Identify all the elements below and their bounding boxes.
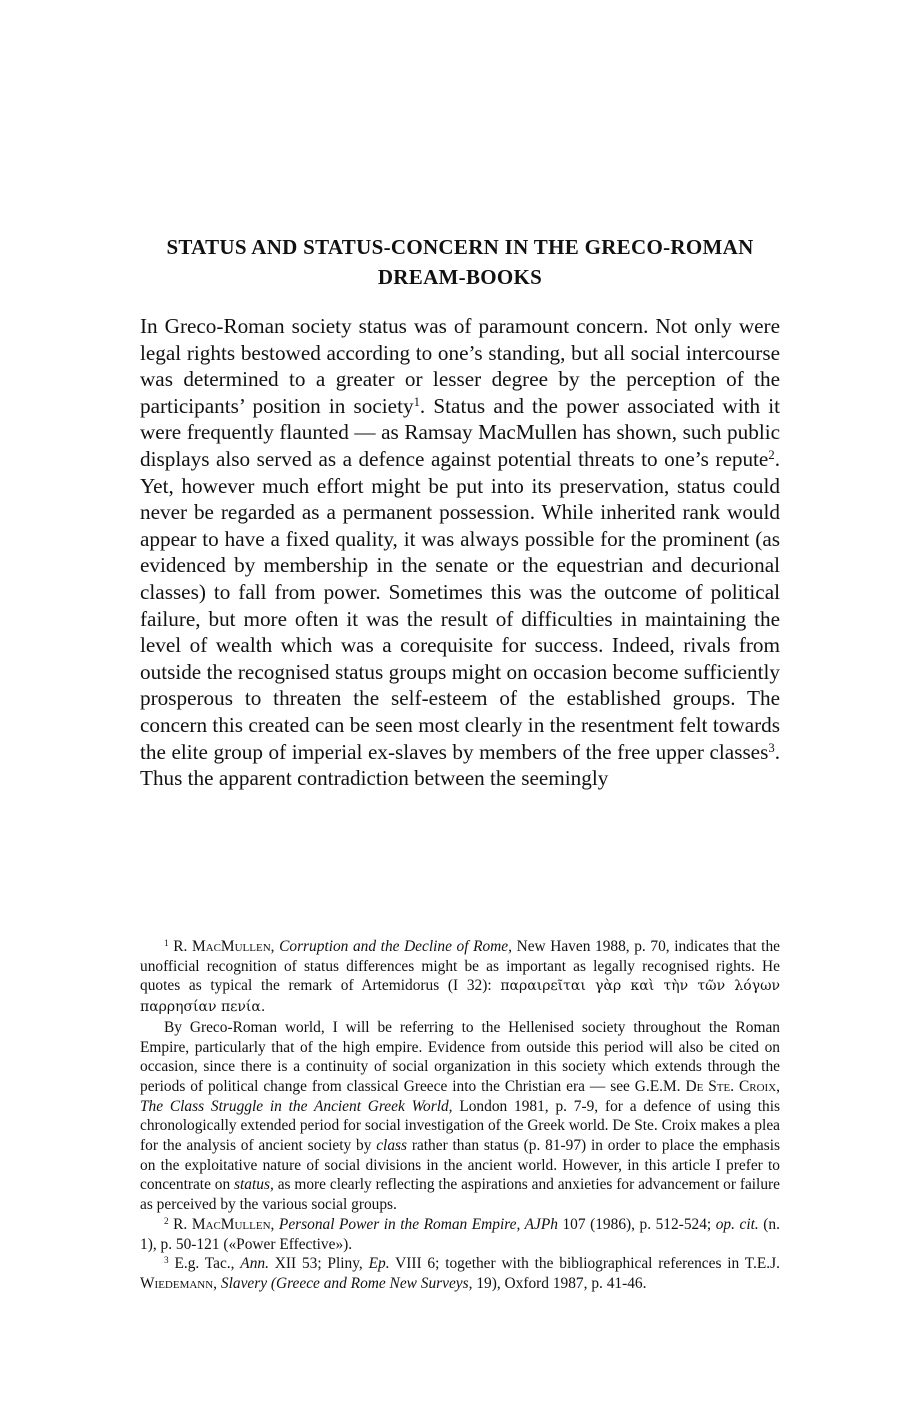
- footnote-2-number: 2: [164, 1215, 169, 1226]
- footnote-ref-3: 3: [768, 740, 775, 755]
- footnote-1-number: 1: [164, 937, 169, 948]
- footnote-ref-1: 1: [413, 394, 420, 409]
- footnote-1-p2-text-c: rather than status (p. 81-97) in order to place the emphasis on the exploitative nature of social divisions in the ancient world. However, in this article I prefer to concentrate on: [140, 1137, 780, 1194]
- footnote-3-work: Slavery (Greece and Rome New Surveys,: [220, 1274, 473, 1292]
- footnote-1-paragraph-2: [140, 1018, 780, 1215]
- footnote-2-text-b: (n. 1), p. 50-121 («Power Effective»).: [140, 1215, 780, 1253]
- footnote-1-p2-text-d: as more clearly reflecting the aspirations and anxieties for advancement or failure as perceived by the various social groups.: [140, 1176, 780, 1214]
- footnote-3-ep: Ep.: [368, 1255, 390, 1273]
- footnote-1-p2-text-a: By Greco-Roman world, I will be referring to the Hellenised society throughout the Roman Empire, particularly that of the high empire. Evidence from outside this period will also be cited on occasion, since there is a continuity of social organization in this society which extends through the periods of political change from classical Greece into the Christian era — see G.E.M.: [140, 1018, 780, 1095]
- footnote-1: [140, 937, 780, 1018]
- article-title-line-2: DREAM-BOOKS: [377, 265, 543, 289]
- footnote-1-p2-status: status,: [234, 1176, 274, 1194]
- footnote-3: [140, 1254, 780, 1293]
- footnote-1-greek-quote: παραιρεῖται γὰρ καὶ τὴν τῶν λόγων παρρησίαν πενία.: [140, 978, 781, 1016]
- footnote-1-p2-work: The Class Struggle in the Ancient Greek World,: [140, 1097, 453, 1115]
- footnote-1-author: R. MacMullen,: [173, 938, 275, 955]
- footnote-3-ann: Ann.: [240, 1255, 269, 1273]
- footnote-3-text-c: VIII 6; together with the bibliographical references in T.E.J.: [389, 1255, 780, 1273]
- footnote-1-text: New Haven 1988, p. 70, indicates that the unofficial recognition of status differences might be as important as legally recognised rights. He quotes as typical the remark of Artemidorus (I 32):: [140, 938, 780, 995]
- footnote-3-text-b: XII 53; Pliny,: [268, 1255, 369, 1273]
- footnote-2-text-a: 107 (1986), p. 512-524;: [557, 1215, 716, 1233]
- footnote-2-author: R. MacMullen,: [173, 1215, 275, 1233]
- footnote-2-work: Personal Power in the Roman Empire, AJPh: [278, 1215, 558, 1233]
- body-text-part-1: In Greco-Roman society status was of paramount concern. Not only were legal rights bestowed according to one’s standing, but all social intercourse was determined to a greater or lesser degree by the perception of the participants’ position in society: [140, 314, 780, 418]
- footnote-2-opcit: op. cit.: [715, 1215, 759, 1233]
- body-text-part-4: . Thus the apparent contradiction between the seemingly: [140, 739, 780, 791]
- footnote-3-text-d: 19), Oxford 1987, p. 41-46.: [472, 1274, 647, 1292]
- footnote-1-p2-author: De Ste. Croix,: [685, 1077, 780, 1095]
- article-title-line-1: STATUS AND STATUS-CONCERN IN THE GRECO-ROMAN: [166, 235, 754, 259]
- article-title: [140, 232, 780, 292]
- footnote-1-work: Corruption and the Decline of Rome,: [279, 938, 512, 955]
- footnote-3-text-a: E.g. Tac.,: [174, 1255, 241, 1273]
- footnote-3-number: 3: [164, 1255, 169, 1266]
- footnote-3-author: Wiedemann,: [140, 1274, 218, 1292]
- body-text-part-2: . Status and the power associated with it were frequently flaunted — as Ramsay MacMullen has shown, such public displays also served as a defence against potential threats to one’s repute: [140, 393, 781, 471]
- body-paragraph: [140, 313, 780, 792]
- footnote-1-p2-text-b: London 1981, p. 7-9, for a defence of using this chronologically extended period for social investigation of the Greek world. De Ste. Croix makes a plea for the analysis of ancient society by: [140, 1097, 781, 1155]
- footnote-2: [140, 1215, 780, 1254]
- footnote-1-p2-class: class: [376, 1137, 408, 1155]
- footnotes: [140, 937, 780, 1294]
- body-text-part-3: . Yet, however much effort might be put into its preservation, status could never be regarded as a permanent possession. While inherited rank would appear to have a fixed quality, it was always possible for the prominent (as evidenced by membership in the senate or the equestrian and decurional classes) to fall from power. Sometimes this was the outcome of political failure, but more often it was the result of difficulties in maintaining the level of wealth which was a corequisite for success. Indeed, rivals from outside the recognised status groups might on occasion become sufficiently prosperous to threaten the self-esteem of the established groups. The concern this created can be seen most clearly in the resentment felt towards the elite group of imperial ex-slaves by members of the free upper classes: [140, 446, 780, 764]
- footnote-ref-2: 2: [768, 447, 775, 462]
